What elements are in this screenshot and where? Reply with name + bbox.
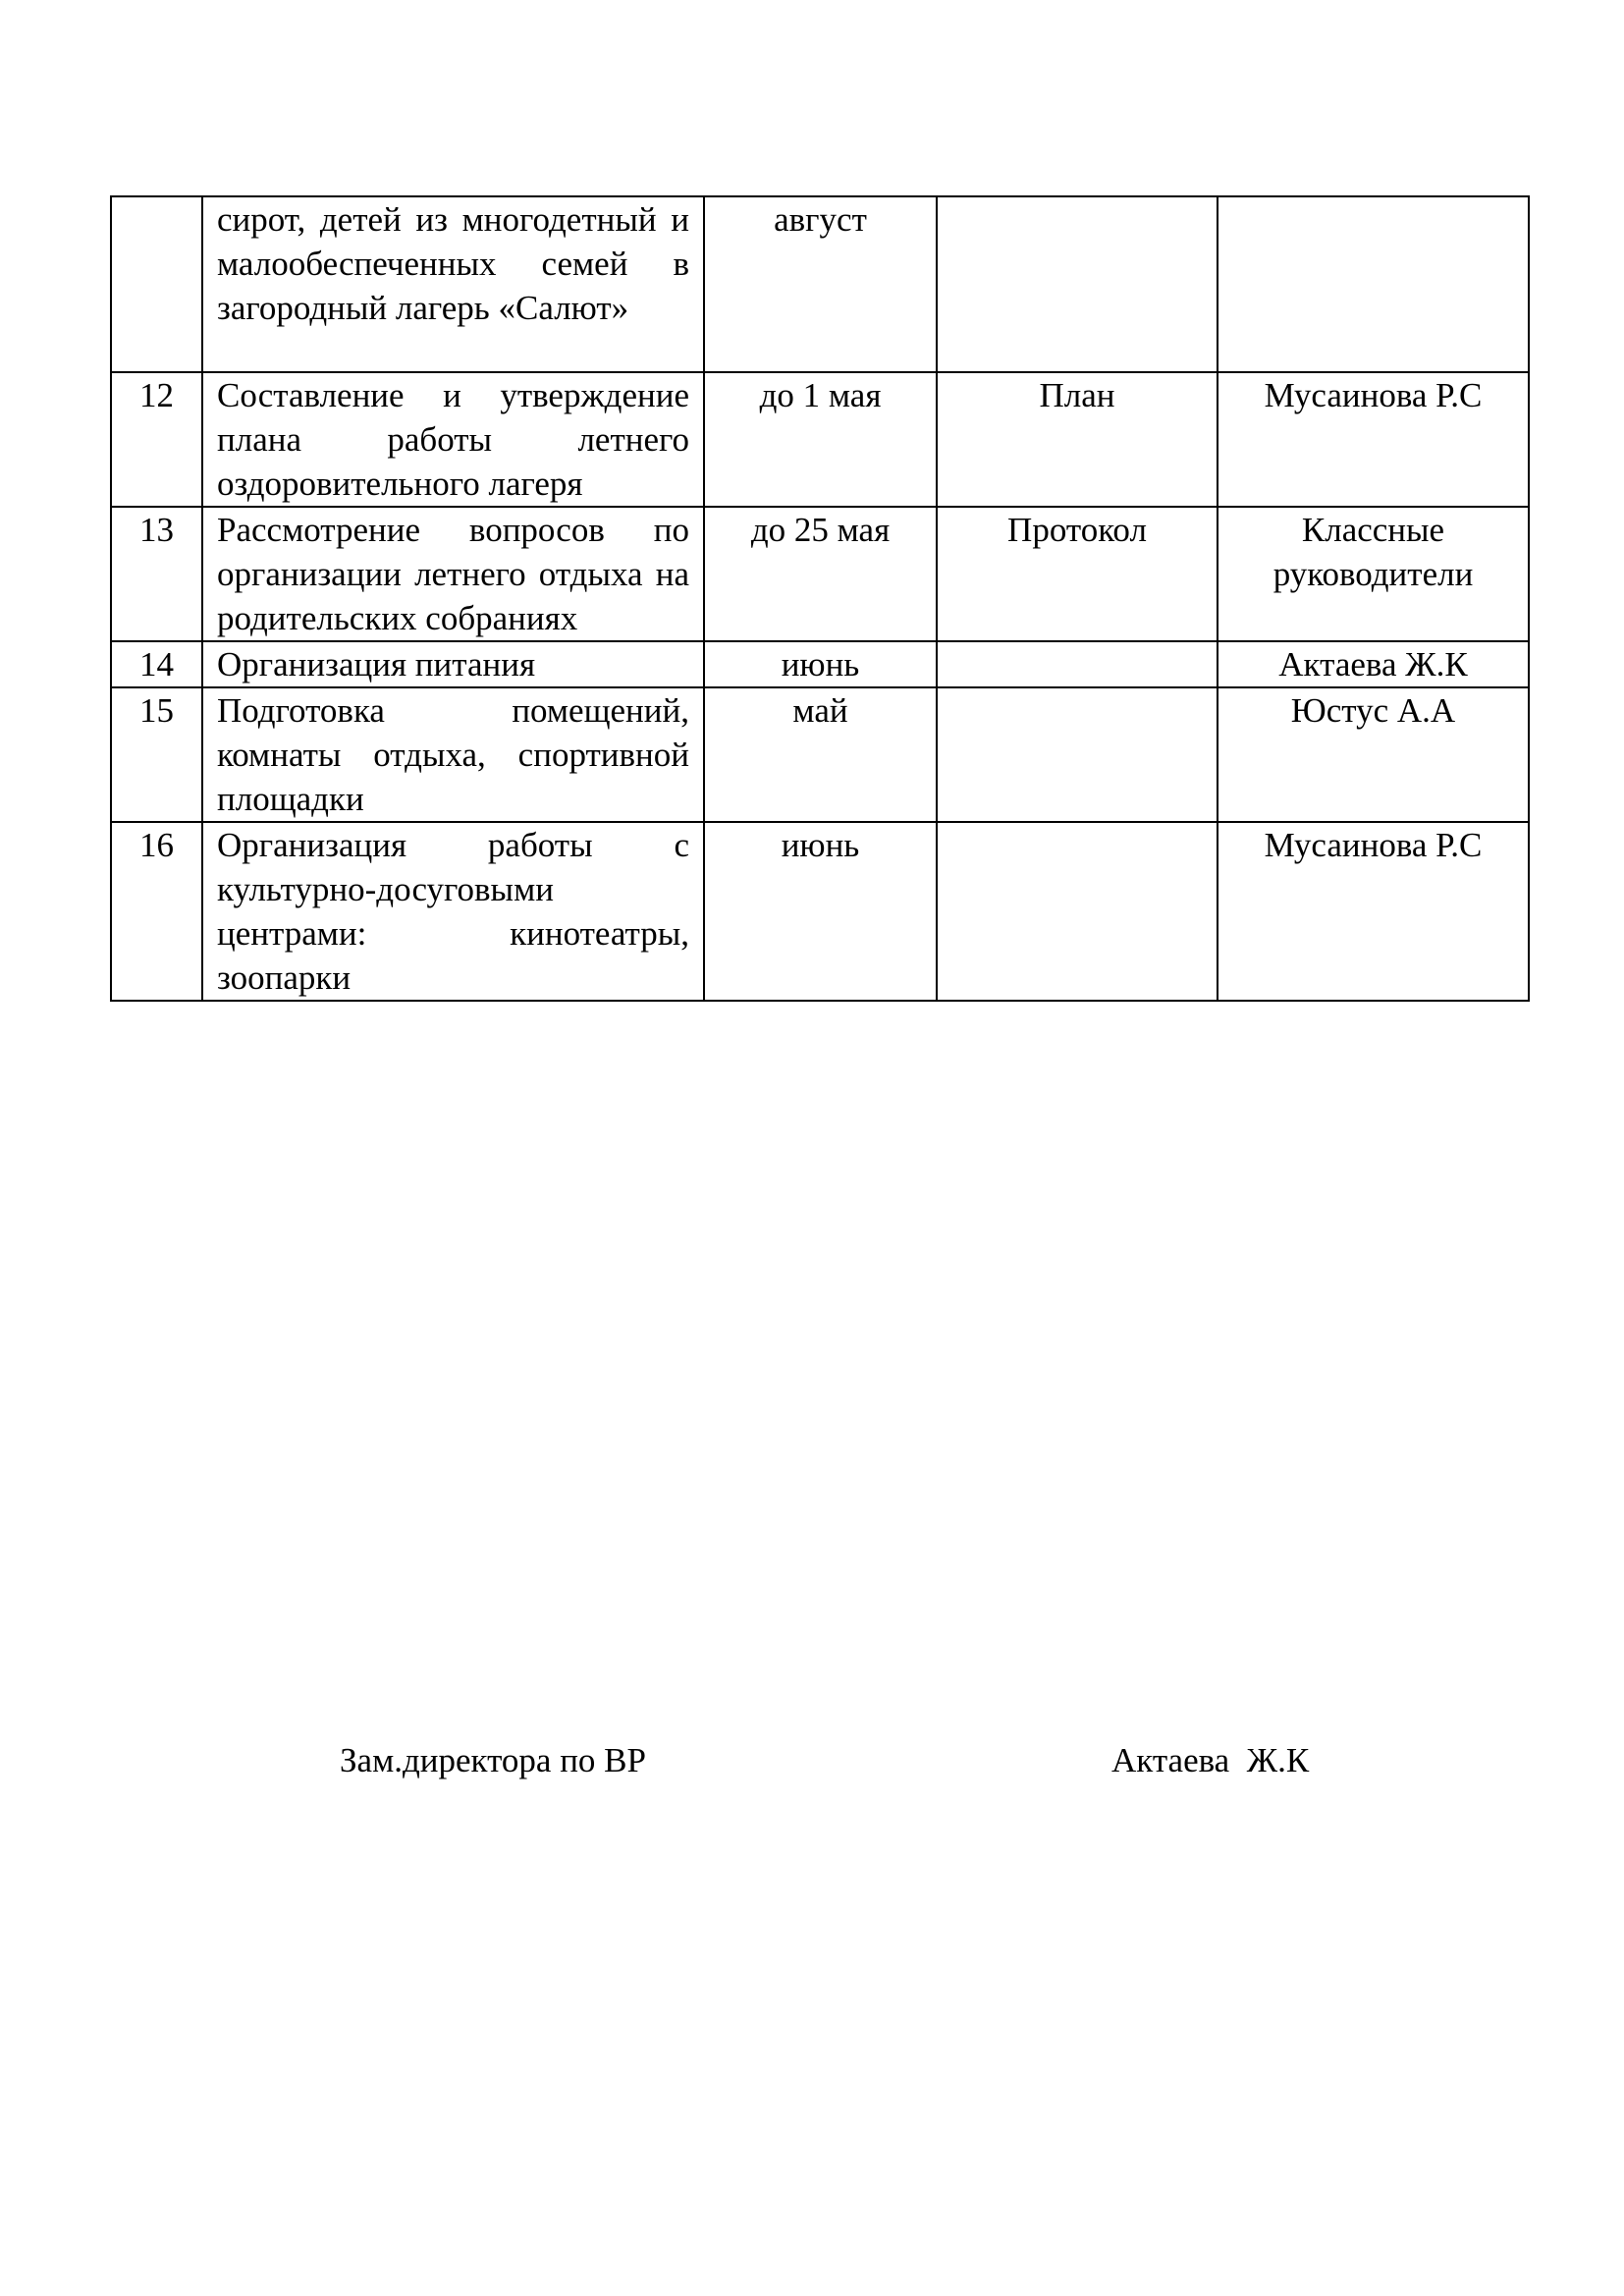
- table-row: [111, 687, 1529, 822]
- row-number: 16: [111, 822, 202, 1001]
- event-responsible: Юстус А.А: [1218, 687, 1529, 822]
- event-description: Составление и утверждение плана работы летнего оздоровительного лагеря: [202, 372, 704, 507]
- event-date: август: [704, 196, 937, 372]
- row-number: [111, 196, 202, 372]
- event-responsible: Актаева Ж.К: [1218, 641, 1529, 687]
- event-document: Протокол: [937, 507, 1218, 641]
- event-description: Организация работы с культурно-досуговыми центрами: кинотеатры, зоопарки: [202, 822, 704, 1001]
- event-responsible: [1218, 196, 1529, 372]
- event-date: май: [704, 687, 937, 822]
- table-row: [111, 822, 1529, 1001]
- event-document: План: [937, 372, 1218, 507]
- event-description: сирот, детей из многодетный и малообеспеченных семей в загородный лагерь «Салют»: [202, 196, 704, 372]
- event-responsible: Мусаинова Р.С: [1218, 372, 1529, 507]
- table-row: [111, 372, 1529, 507]
- event-description: Подготовка помещений, комнаты отдыха, спортивной площадки: [202, 687, 704, 822]
- event-responsible: Классные руководители: [1218, 507, 1529, 641]
- event-document: [937, 641, 1218, 687]
- table-row: [111, 196, 1529, 372]
- event-date: до 1 мая: [704, 372, 937, 507]
- event-description: Организация питания: [202, 641, 704, 687]
- event-document: [937, 196, 1218, 372]
- event-date: до 25 мая: [704, 507, 937, 641]
- row-number: 15: [111, 687, 202, 822]
- table-row: [111, 641, 1529, 687]
- event-responsible: Мусаинова Р.С: [1218, 822, 1529, 1001]
- row-number: 13: [111, 507, 202, 641]
- event-document: [937, 822, 1218, 1001]
- event-description: Рассмотрение вопросов по организации летнего отдыха на родительских собраниях: [202, 507, 704, 641]
- event-plan-table: [110, 195, 1530, 1002]
- table-row: [111, 507, 1529, 641]
- row-number: 12: [111, 372, 202, 507]
- signature-position: Зам.директора по ВР: [340, 1741, 646, 1779]
- event-document: [937, 687, 1218, 822]
- event-date: июнь: [704, 822, 937, 1001]
- event-date: июнь: [704, 641, 937, 687]
- row-number: 14: [111, 641, 202, 687]
- signature-name: Актаева Ж.К: [1111, 1741, 1310, 1779]
